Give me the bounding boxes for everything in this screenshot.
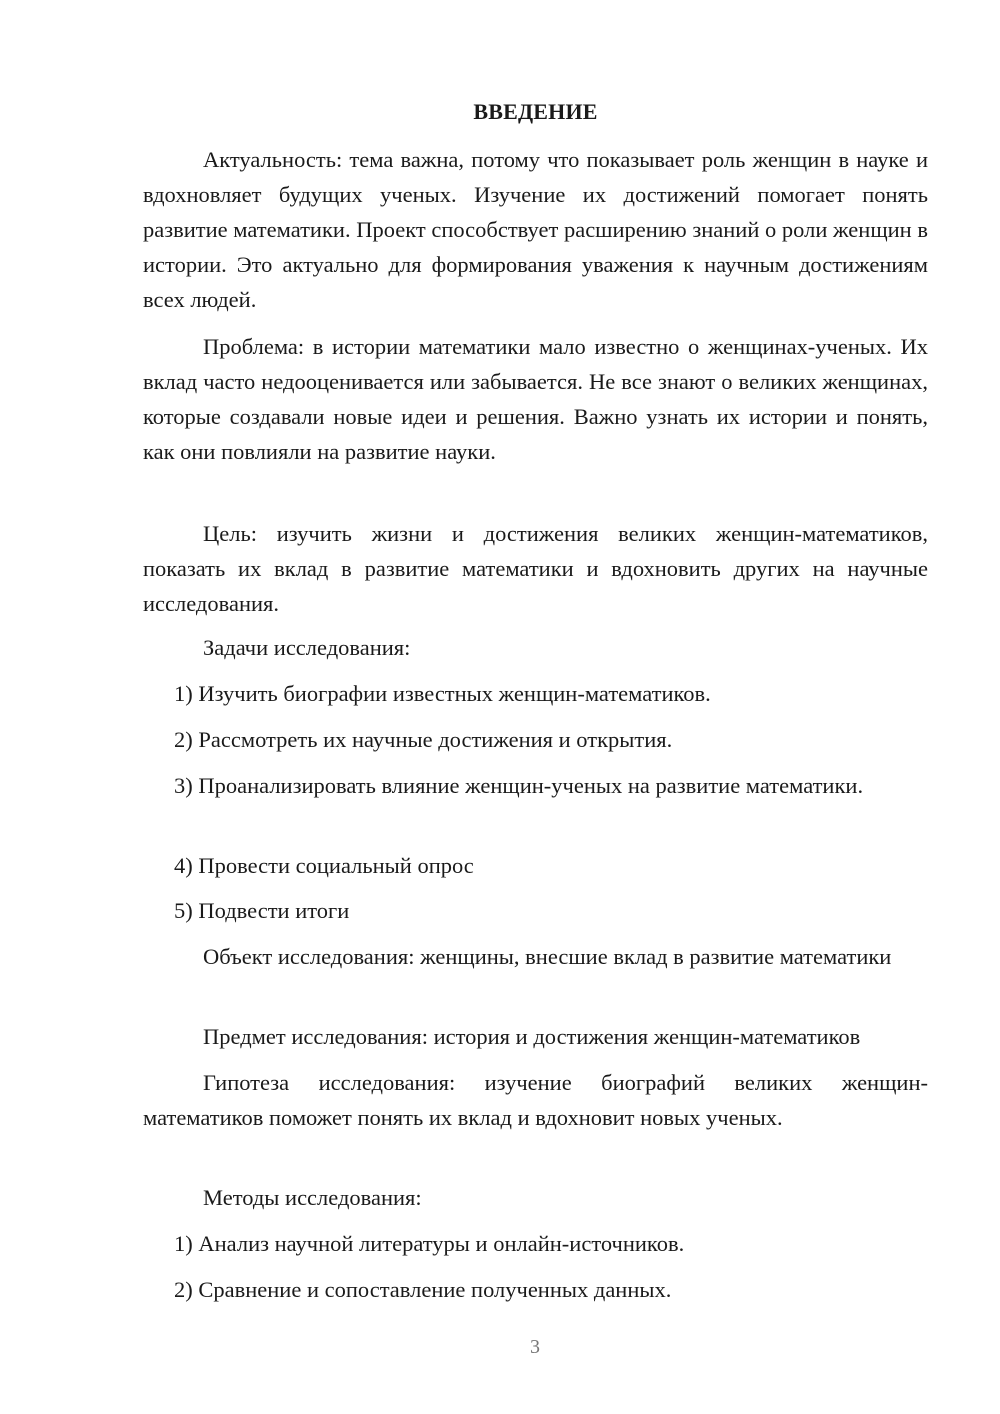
hypothesis-paragraph: Гипотеза исследования: изучение биографий великих женщин-математиков поможет понять их вклад и вдохновит новых ученых. [143,1070,928,1130]
task-item-4: 4) Провести социальный опрос [174,853,474,878]
object-paragraph: Объект исследования: женщины, внесшие вклад в развитие математики [203,944,892,969]
method-item-2: 2) Сравнение и сопоставление полученных данных. [174,1277,672,1302]
methods-heading: Методы исследования: [203,1185,422,1210]
page-number: 3 [530,1336,540,1358]
task-item-5: 5) Подвести итоги [174,898,350,923]
task-item-3: 3) Проанализировать влияние женщин-ученых на развитие математики. [174,773,864,798]
method-item-1: 1) Анализ научной литературы и онлайн-источников. [174,1231,685,1256]
relevance-paragraph: Актуальность: тема важна, потому что показывает роль женщин в науке и вдохновляет будущих ученых. Изучение их достижений помогает понять развитие математики. Проект способствует расширению знаний о роли женщин в истории. Это актуально для формирования уважения к научным достижениям всех людей. [143,147,928,312]
problem-paragraph: Проблема: в истории математики мало известно о женщинах-ученых. Их вклад часто недооценивается или забывается. Не все знают о великих женщинах, которые создавали новые идеи и решения. Важно узнать их истории и понять, как они повлияли на развитие науки. [143,334,928,464]
goal-paragraph: Цель: изучить жизни и достижения великих женщин-математиков, показать их вклад в развитие математики и вдохновить других на научные исследования. [143,521,928,616]
subject-paragraph: Предмет исследования: история и достижения женщин-математиков [203,1024,861,1049]
task-item-1: 1) Изучить биографии известных женщин-математиков. [174,681,711,706]
tasks-heading: Задачи исследования: [203,635,411,660]
page-title: ВВЕДЕНИЕ [473,99,598,124]
task-item-2: 2) Рассмотреть их научные достижения и открытия. [174,727,673,752]
